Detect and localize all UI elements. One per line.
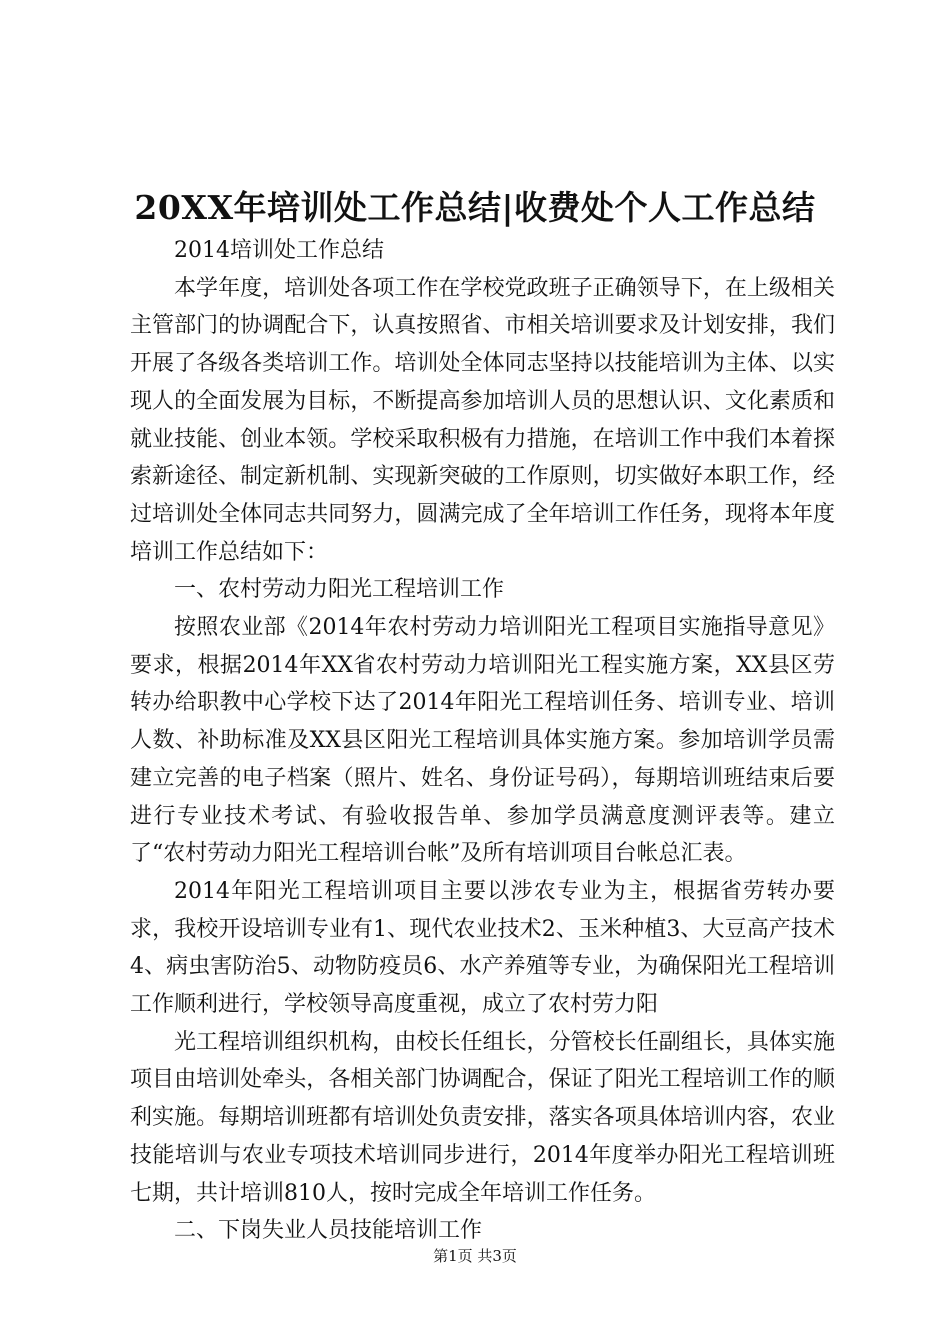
document-title: 20XX年培训处工作总结|收费处个人工作总结	[134, 188, 816, 227]
page-footer: 第1页 共3页	[433, 1247, 517, 1265]
document-body	[130, 232, 835, 1250]
paragraph-subtitle: 2014培训处工作总结	[174, 238, 384, 263]
paragraph-intro: 本学年度，培训处各项工作在学校党政班子正确领导下，在上级相关主管部门的协调配合下，认真按照省、市相关培训要求及计划安排，我们开展了各级各类培训工作。培训处全体同志坚持以技能培训为主体、以实现人的全面发展为目标，不断提高参加培训人员的思想认识、文化素质和就业技能、创业本领。学校采取积极有力措施，在培训工作中我们本着探索新途径、制定新机制、实现新突破的工作原则，切实做好本职工作，经过培训处全体同志共同努力，圆满完成了全年培训工作任务，现将本年度培训工作总结如下：	[130, 275, 835, 565]
section-heading-2: 二、下岗失业人员技能培训工作	[174, 1218, 483, 1244]
paragraph-section-1c: 光工程培训组织机构，由校长任组长，分管校长任副组长，具体实施项目由培训处牵头，各相关部门协调配合，保证了阳光工程培训工作的顺利实施。每期培训班都有培训处负责安排，落实各项具体培训内容，农业技能培训与农业专项技术培训同步进行，2014年度举办阳光工程培训班七期，共计培训810人，按时完成全年培训工作任务。	[130, 1029, 835, 1206]
section-heading-1: 一、农村劳动力阳光工程培训工作	[174, 577, 505, 603]
paragraph-section-1a: 按照农业部《2014年农村劳动力培训阳光工程项目实施指导意见》要求，根据2014年XX省农村劳动力培训阳光工程实施方案，XX县区劳转办给职教中心学校下达了2014年阳光工程培训任务、培训专业、培训人数、补助标准及XX县区阳光工程培训具体实施方案。参加培训学员需建立完善的电子档案（照片、姓名、身份证号码），每期培训班结束后要进行专业技术考试、有验收报告单、参加学员满意度测评表等。建立了“农村劳动力阳光工程培训台帐”及所有培训项目台帐总汇表。	[130, 615, 835, 867]
paragraph-section-1b: 2014年阳光工程培训项目主要以涉农专业为主，根据省劳转办要求，我校开设培训专业有1、现代农业技术2、玉米种植3、大豆高产技术4、病虫害防治5、动物防疫员6、水产养殖等专业，为确保阳光工程培训工作顺利进行，学校领导高度重视，成立了农村劳力阳	[130, 878, 835, 1018]
